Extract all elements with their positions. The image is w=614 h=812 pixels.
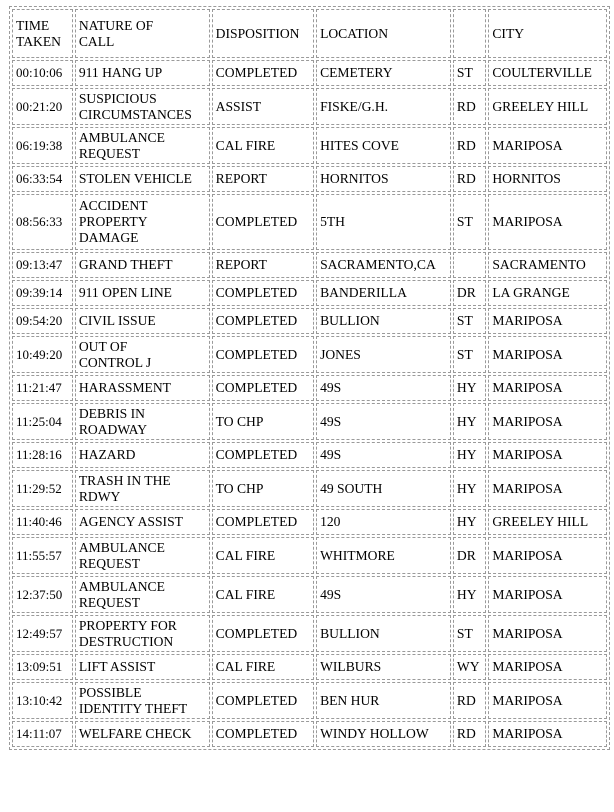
location-cell: BULLION (316, 615, 451, 652)
city-cell: MARIPOSA (488, 470, 607, 507)
location-cell: CEMETERY (316, 60, 451, 86)
time-cell: 11:40:46 (12, 509, 73, 535)
table-row (12, 166, 607, 192)
location-cell: 5TH (316, 194, 451, 250)
suffix-cell: RD (453, 166, 486, 192)
disposition-cell: ASSIST (212, 88, 314, 125)
time-cell: 12:37:50 (12, 576, 73, 613)
nature-cell: HARASSMENT (75, 375, 210, 401)
disposition-cell: TO CHP (212, 470, 314, 507)
nature-cell: WELFARE CHECK (75, 721, 210, 747)
disposition-cell: TO CHP (212, 403, 314, 440)
city-cell: MARIPOSA (488, 654, 607, 680)
city-cell: HORNITOS (488, 166, 607, 192)
location-cell: BEN HUR (316, 682, 451, 719)
city-cell: GREELEY HILL (488, 88, 607, 125)
suffix-cell: ST (453, 60, 486, 86)
suffix-cell: RD (453, 127, 486, 164)
location-cell: 49S (316, 576, 451, 613)
disposition-cell: COMPLETED (212, 308, 314, 334)
table-row (12, 576, 607, 613)
table-row (12, 509, 607, 535)
suffix-cell: ST (453, 194, 486, 250)
location-cell: WHITMORE (316, 537, 451, 574)
time-cell: 06:33:54 (12, 166, 73, 192)
nature-cell: PROPERTY FOR DESTRUCTION (75, 615, 210, 652)
header-disposition: DISPOSITION (212, 9, 314, 58)
nature-cell: STOLEN VEHICLE (75, 166, 210, 192)
city-cell: MARIPOSA (488, 403, 607, 440)
suffix-cell: RD (453, 682, 486, 719)
table-row (12, 194, 607, 250)
city-cell: COULTERVILLE (488, 60, 607, 86)
time-cell: 11:55:57 (12, 537, 73, 574)
time-cell: 09:39:14 (12, 280, 73, 306)
suffix-cell: HY (453, 442, 486, 468)
location-cell: 49S (316, 442, 451, 468)
disposition-cell: CAL FIRE (212, 576, 314, 613)
table-row (12, 127, 607, 164)
header-location: LOCATION (316, 9, 451, 58)
table-row (12, 403, 607, 440)
suffix-cell: WY (453, 654, 486, 680)
table-row (12, 654, 607, 680)
location-cell: 120 (316, 509, 451, 535)
header-street-suffix (453, 9, 486, 58)
table-row (12, 308, 607, 334)
disposition-cell: COMPLETED (212, 721, 314, 747)
nature-cell: AMBULANCE REQUEST (75, 576, 210, 613)
city-cell: MARIPOSA (488, 194, 607, 250)
time-cell: 06:19:38 (12, 127, 73, 164)
table-row (12, 88, 607, 125)
nature-cell: GRAND THEFT (75, 252, 210, 278)
time-cell: 00:21:20 (12, 88, 73, 125)
location-cell: HORNITOS (316, 166, 451, 192)
suffix-cell: ST (453, 336, 486, 373)
disposition-cell: CAL FIRE (212, 654, 314, 680)
suffix-cell: DR (453, 537, 486, 574)
header-nature-of-call: NATURE OF CALL (75, 9, 210, 58)
header-city: CITY (488, 9, 607, 58)
table-row (12, 615, 607, 652)
location-cell: 49S (316, 403, 451, 440)
table-row (12, 252, 607, 278)
city-cell: MARIPOSA (488, 127, 607, 164)
location-cell: JONES (316, 336, 451, 373)
nature-cell: LIFT ASSIST (75, 654, 210, 680)
nature-cell: POSSIBLE IDENTITY THEFT (75, 682, 210, 719)
city-cell: MARIPOSA (488, 537, 607, 574)
table-row (12, 470, 607, 507)
table-row (12, 721, 607, 747)
city-cell: GREELEY HILL (488, 509, 607, 535)
call-log-table (9, 6, 610, 750)
location-cell: BANDERILLA (316, 280, 451, 306)
time-cell: 00:10:06 (12, 60, 73, 86)
suffix-cell: DR (453, 280, 486, 306)
table-row (12, 682, 607, 719)
nature-cell: AGENCY ASSIST (75, 509, 210, 535)
time-cell: 14:11:07 (12, 721, 73, 747)
nature-cell: 911 OPEN LINE (75, 280, 210, 306)
time-cell: 11:29:52 (12, 470, 73, 507)
nature-cell: CIVIL ISSUE (75, 308, 210, 334)
table-row (12, 375, 607, 401)
header-row (12, 9, 607, 58)
time-cell: 12:49:57 (12, 615, 73, 652)
nature-cell: 911 HANG UP (75, 60, 210, 86)
suffix-cell: HY (453, 576, 486, 613)
nature-cell: AMBULANCE REQUEST (75, 127, 210, 164)
header-time-taken: TIME TAKEN (12, 9, 73, 58)
suffix-cell: HY (453, 509, 486, 535)
city-cell: MARIPOSA (488, 308, 607, 334)
city-cell: MARIPOSA (488, 375, 607, 401)
city-cell: MARIPOSA (488, 576, 607, 613)
time-cell: 13:09:51 (12, 654, 73, 680)
time-cell: 11:25:04 (12, 403, 73, 440)
nature-cell: TRASH IN THE RDWY (75, 470, 210, 507)
location-cell: 49 SOUTH (316, 470, 451, 507)
table-row (12, 537, 607, 574)
time-cell: 09:13:47 (12, 252, 73, 278)
location-cell: WINDY HOLLOW (316, 721, 451, 747)
location-cell: SACRAMENTO,CA (316, 252, 451, 278)
time-cell: 11:28:16 (12, 442, 73, 468)
location-cell: BULLION (316, 308, 451, 334)
city-cell: MARIPOSA (488, 682, 607, 719)
city-cell: MARIPOSA (488, 336, 607, 373)
table-row (12, 442, 607, 468)
nature-cell: OUT OF CONTROL J (75, 336, 210, 373)
suffix-cell: RD (453, 721, 486, 747)
location-cell: WILBURS (316, 654, 451, 680)
disposition-cell: CAL FIRE (212, 537, 314, 574)
suffix-cell: ST (453, 615, 486, 652)
disposition-cell: COMPLETED (212, 682, 314, 719)
nature-cell: AMBULANCE REQUEST (75, 537, 210, 574)
disposition-cell: COMPLETED (212, 375, 314, 401)
location-cell: HITES COVE (316, 127, 451, 164)
suffix-cell: HY (453, 375, 486, 401)
table-row (12, 280, 607, 306)
time-cell: 09:54:20 (12, 308, 73, 334)
location-cell: FISKE/G.H. (316, 88, 451, 125)
disposition-cell: REPORT (212, 166, 314, 192)
suffix-cell: HY (453, 403, 486, 440)
disposition-cell: COMPLETED (212, 442, 314, 468)
nature-cell: ACCIDENT PROPERTY DAMAGE (75, 194, 210, 250)
suffix-cell: RD (453, 88, 486, 125)
nature-cell: DEBRIS IN ROADWAY (75, 403, 210, 440)
city-cell: LA GRANGE (488, 280, 607, 306)
city-cell: SACRAMENTO (488, 252, 607, 278)
time-cell: 10:49:20 (12, 336, 73, 373)
city-cell: MARIPOSA (488, 442, 607, 468)
suffix-cell: ST (453, 308, 486, 334)
nature-cell: SUSPICIOUS CIRCUMSTANCES (75, 88, 210, 125)
table-row (12, 336, 607, 373)
suffix-cell: HY (453, 470, 486, 507)
nature-cell: HAZARD (75, 442, 210, 468)
city-cell: MARIPOSA (488, 615, 607, 652)
disposition-cell: COMPLETED (212, 194, 314, 250)
disposition-cell: COMPLETED (212, 336, 314, 373)
disposition-cell: REPORT (212, 252, 314, 278)
suffix-cell (453, 252, 486, 278)
time-cell: 11:21:47 (12, 375, 73, 401)
time-cell: 08:56:33 (12, 194, 73, 250)
location-cell: 49S (316, 375, 451, 401)
city-cell: MARIPOSA (488, 721, 607, 747)
disposition-cell: CAL FIRE (212, 127, 314, 164)
disposition-cell: COMPLETED (212, 280, 314, 306)
disposition-cell: COMPLETED (212, 60, 314, 86)
table-row (12, 60, 607, 86)
time-cell: 13:10:42 (12, 682, 73, 719)
disposition-cell: COMPLETED (212, 509, 314, 535)
disposition-cell: COMPLETED (212, 615, 314, 652)
